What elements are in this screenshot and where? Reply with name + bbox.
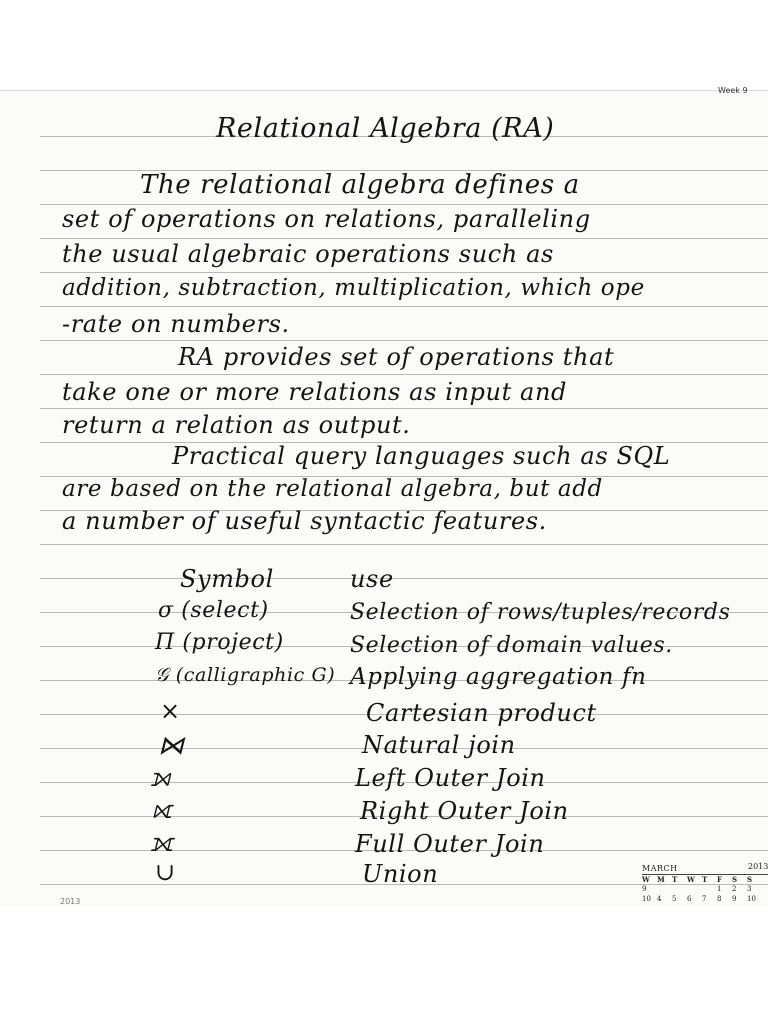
use-cartesian: Cartesian product: [366, 699, 597, 727]
calendar-weekday: T: [672, 875, 678, 884]
paragraph-line: -rate on numbers.: [62, 310, 290, 338]
use-natural-join: Natural join: [362, 731, 516, 759]
calendar-day: 8: [717, 895, 722, 903]
calendar-day: [702, 885, 717, 893]
paragraph-line: RA provides set of operations that: [178, 343, 615, 371]
symbol-aggregation: 𝒢 (calligraphic G): [155, 664, 336, 686]
symbol-full-outer-join: ⟗: [150, 828, 174, 858]
calendar-day: 5: [672, 895, 677, 903]
calendar-weekday: F: [717, 875, 722, 884]
ruled-line: [40, 544, 768, 545]
symbol-right-outer-join: ⟖: [152, 795, 173, 825]
ruled-line: [40, 306, 768, 307]
paragraph-line: set of operations on relations, paralleling: [62, 205, 591, 233]
calendar-day: 10: [747, 895, 756, 903]
calendar-day: 4: [657, 895, 662, 903]
calendar-weekday: M: [657, 875, 665, 884]
table-header-symbol: Symbol: [180, 565, 274, 593]
ruled-line: [40, 340, 768, 341]
symbol-select: σ (select): [158, 598, 269, 623]
ruled-line: [40, 408, 768, 409]
week-label: Week 9: [718, 86, 748, 95]
calendar-weekday: T: [702, 875, 708, 884]
use-full-outer-join: Full Outer Join: [355, 830, 545, 858]
calendar-day: 2: [732, 885, 737, 893]
use-aggregation: Applying aggregation fn: [350, 664, 647, 690]
ruled-line: [40, 238, 768, 239]
use-project: Selection of domain values.: [350, 633, 673, 658]
ruled-line: [40, 374, 768, 375]
calendar-weekday: S: [747, 875, 753, 884]
year-mark: 2013: [60, 897, 81, 906]
calendar-day: 10: [642, 895, 651, 903]
paragraph-line: Practical query languages such as SQL: [172, 442, 671, 470]
use-right-outer-join: Right Outer Join: [360, 797, 569, 825]
symbol-project: Π (project): [155, 630, 284, 655]
ruled-line: [40, 578, 768, 579]
paragraph-line: take one or more relations as input and: [62, 378, 567, 406]
calendar-weekday: S: [732, 875, 738, 884]
calendar-day: 6: [687, 895, 692, 903]
symbol-left-outer-join: ⟕: [150, 763, 171, 793]
paragraph-line: The relational algebra defines a: [140, 170, 580, 200]
calendar-day: 1: [717, 885, 722, 893]
calendar-day: [672, 885, 687, 893]
calendar-day: 9: [732, 895, 737, 903]
calendar-weekday-row: [642, 875, 762, 884]
calendar-month: MARCH: [642, 864, 678, 873]
calendar-year: 2013: [748, 862, 768, 871]
symbol-cartesian: ×: [160, 697, 181, 725]
paragraph-line: the usual algebraic operations such as: [62, 240, 554, 268]
table-header-use: use: [350, 565, 394, 593]
calendar-day: 3: [747, 885, 752, 893]
calendar-day: 9: [642, 885, 647, 893]
paragraph-line: a number of useful syntactic features.: [62, 507, 547, 535]
calendar-weekday: W: [642, 875, 650, 884]
ruled-line: [40, 272, 768, 273]
calendar-week-row: [642, 885, 762, 893]
paragraph-line: addition, subtraction, multiplication, which ope: [62, 275, 645, 301]
paragraph-line: return a relation as output.: [62, 411, 411, 439]
calendar-week-row: [642, 895, 762, 903]
use-select: Selection of rows/tuples/records: [350, 600, 731, 625]
symbol-union: ∪: [155, 858, 176, 886]
calendar-weekday: W: [687, 875, 695, 884]
page-title: Relational Algebra (RA): [216, 113, 555, 144]
calendar-day: 7: [702, 895, 707, 903]
symbol-natural-join: ⋈: [158, 731, 185, 761]
use-union: Union: [362, 860, 439, 888]
calendar-day: [657, 885, 672, 893]
paragraph-line: are based on the relational algebra, but add: [62, 476, 603, 502]
calendar-day: [687, 885, 702, 893]
use-left-outer-join: Left Outer Join: [355, 764, 546, 792]
